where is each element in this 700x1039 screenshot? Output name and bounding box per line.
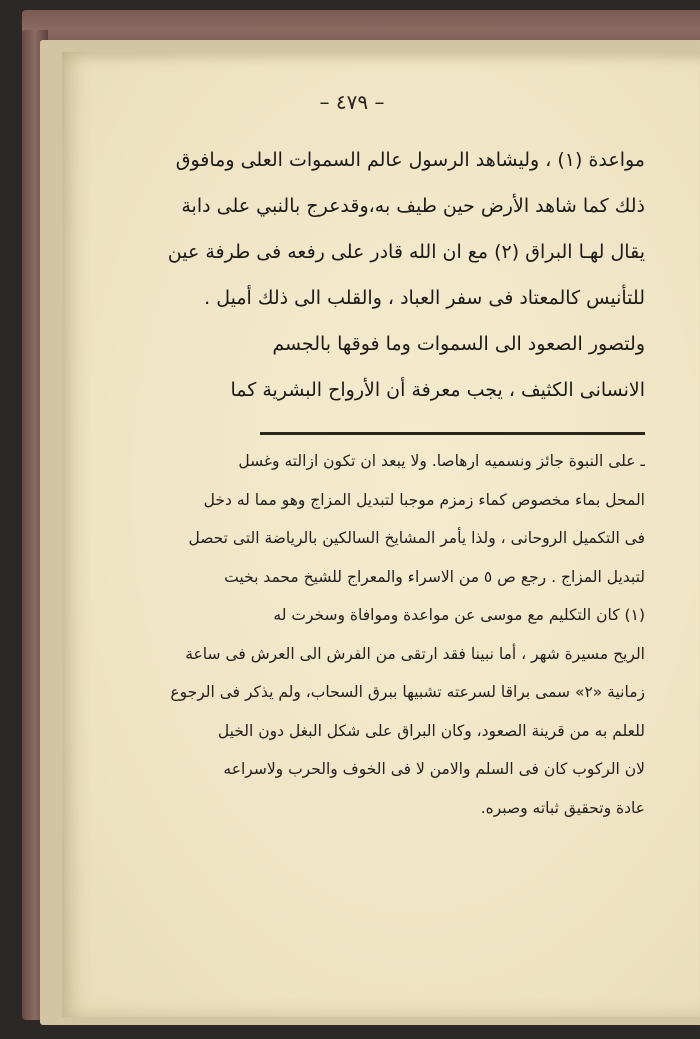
main-text-line: مواعدة (١) ، وليشاهد الرسول عالم السموات العلى ومافوق xyxy=(175,149,645,171)
main-text-line: ذلك كما شاهد الأرض حين طيف به،وقدعرج بالنبي على دابة xyxy=(181,195,645,217)
footnote-line: للعلم به من قرينة الصعود، وكان البراق على شكل البغل دون الخيل xyxy=(217,721,645,740)
footnote-line: ـ على النبوة جائز ونسميه ارهاصا. ولا يبعد ان تكون ازالته وغسل xyxy=(238,452,645,470)
main-text-line: ولتصور الصعود الى السموات وما فوقها بالجسم xyxy=(272,333,645,355)
footnote-line: المحل بماء مخصوص كماء زمزم موجبا لتبديل المزاج وهو مما له دخل xyxy=(203,490,645,509)
main-text-line: الانسانى الكثيف ، يجب معرفة أن الأرواح البشرية كما xyxy=(230,379,645,401)
footnote-line: لان الركوب كان فى السلم والامن لا فى الخوف والحرب ولاسراعه xyxy=(223,760,645,778)
footnote-line: لتبديل المزاج . رجع ص ٥ من الاسراء والمعراج للشيخ محمد بخيت xyxy=(224,567,645,586)
main-text-line: يقال لهـا البراق (٢) مع ان الله قادر على رفعه فى طرفة عين xyxy=(167,241,645,263)
footnote-line: فى التكميل الروحانى ، ولذا يأمر المشايخ السالكين بالرياضة التى تحصل xyxy=(188,529,645,547)
footnote-separator xyxy=(260,432,645,435)
main-text-line: للتأنيس كالمعتاد فى سفر العباد ، والقلب الى ذلك أميل . xyxy=(204,287,645,309)
book-page xyxy=(62,52,700,1017)
page-number: – ٤٧٩ – xyxy=(319,90,385,114)
footnote-line: زمانية «٢» سمى براقا لسرعته تشبيها ببرق السحاب، ولم يذكر فى الرجوع xyxy=(170,683,645,701)
footnote-line: الريح مسيرة شهر ، أما نبينا فقد ارتقى من الفرش الى العرش فى ساعة xyxy=(185,644,645,663)
footnote-line: (١) كان التكليم مع موسى عن مواعدة وموافاة وسخرت له xyxy=(273,606,645,624)
footnote-line: عادة وتحقيق ثباته وصبره. xyxy=(480,798,645,817)
main-text xyxy=(155,137,645,413)
footnotes xyxy=(155,442,645,827)
